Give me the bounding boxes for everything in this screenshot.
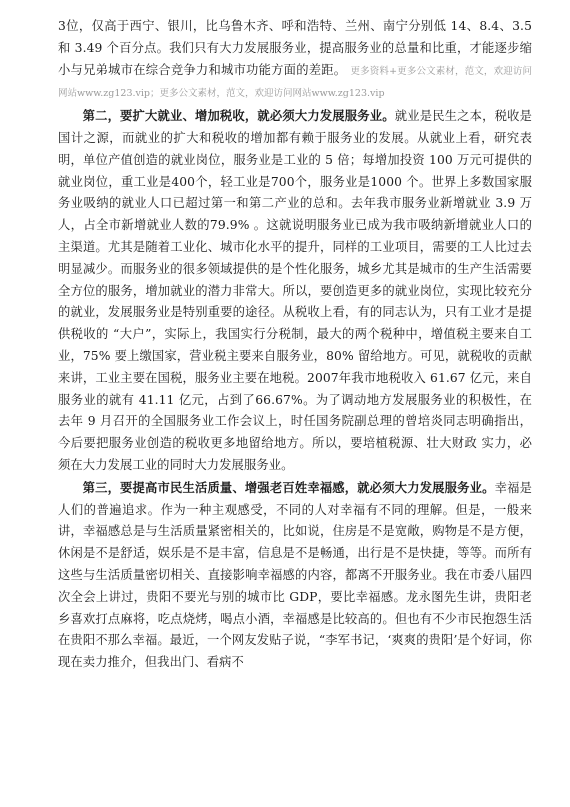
paragraph-employment-tax (58, 105, 532, 477)
watermark-text: 更多资料+更多公文素材，范文，欢迎访问网站www.zg123.vip；更多公文素材，范文，欢迎访问网站www.zg123.vip (58, 65, 532, 100)
paragraph-happiness (58, 477, 532, 674)
section-heading-second: 第二，要扩大就业、增加税收，就必须大力发展服务业。 (82, 108, 395, 124)
paragraph-text: 3位，仅高于西宁、银川，比乌鲁木齐、呼和浩特、兰州、南宁分别低 14、8.4、3.5和 3.49 个百分点。我们只有大力发展服务业，提高服务业的总量和比重，才能逐步缩小与兄弟城市在综合竞争力和城市功能方面的差距。 (58, 19, 532, 77)
section-heading-third: 第三，要提高市民生活质量、增强老百姓幸福感，就必须大力发展服务业。 (82, 479, 495, 495)
paragraph-text: 幸福是人们的普遍追求。作为一种主观感受，不同的人对幸福有不同的理解。但是，一般来讲，幸福感总是与生活质量紧密相关的，比如说，住房是不是宽敞，购物是不是方便，休闲是不是舒适，娱乐是不是丰富，信息是不是畅通，出行是不是快捷，等等。而所有这些与生活质量密切相关、直接影响幸福感的内容，都离不开服务业。我在市委八届四次全会上讲过，贵阳不要光与别的城市比 GDP，要比幸福感。龙永图先生讲，贵阳老乡喜欢打点麻将，吃点烧烤，喝点小酒，幸福感是比较高的。但也有不少市民抱怨生活在贵阳不那么幸福。最近，一个网友发贴子说，“李军书记，‘爽爽的贵阳’是个好词，你现在卖力推介，但我出门、看病不 (58, 480, 532, 670)
paragraph-ranking (58, 16, 532, 105)
paragraph-text: 就业是民生之本，税收是国计之源，而就业的扩大和税收的增加都有赖于服务业的发展。从就业上看，研究表明，单位产值创造的就业岗位，服务业是工业的 5 倍；每增加投资 100 万元可提供的就业岗位，重工业是400个，轻工业是700个，服务业是1000 个。世界上多数国家服务业吸纳的就业人口已超过第一和第二产业的总和。去年我市服务业新增就业 3.9 万人，占全市新增就业人数的79.9% 。这就说明服务业已成为我市吸纳新增就业人口的主渠道。尤其是随着工业化、城市化水平的提升，同样的工业项目，需要的工人比过去明显减少。而服务业的很多领域提供的是个性化服务，城乡尤其是城市的生产生活需要全方位的服务，增加就业的潜力非常大。所以，要创造更多的就业岗位，实现比较充分的就业，发展服务业是特别重要的途径。从税收上看，有的同志认为，只有工业才是提供税收的 “大户”，实际上，我国实行分税制，最大的两个税种中，增值税主要来自工业，75% 要上缴国家，营业税主要来自服务业，80% 留给地方。可见，就税收的贡献来讲，工业主要在国税，服务业主要在地税。2007年我市地税收入 61.67 亿元，来自服务业的就有 41.11 亿元，占到了66.67%。为了调动地方发展服务业的积极性，在去年 9 月召开的全国服务业工作会议上，时任国务院副总理的曾培炎同志明确指出，今后要把服务业创造的税收更多地留给地方。所以，要培植税源、壮大财政 实力，必须在大力发展工业的同时大力发展服务业。 (58, 109, 532, 472)
